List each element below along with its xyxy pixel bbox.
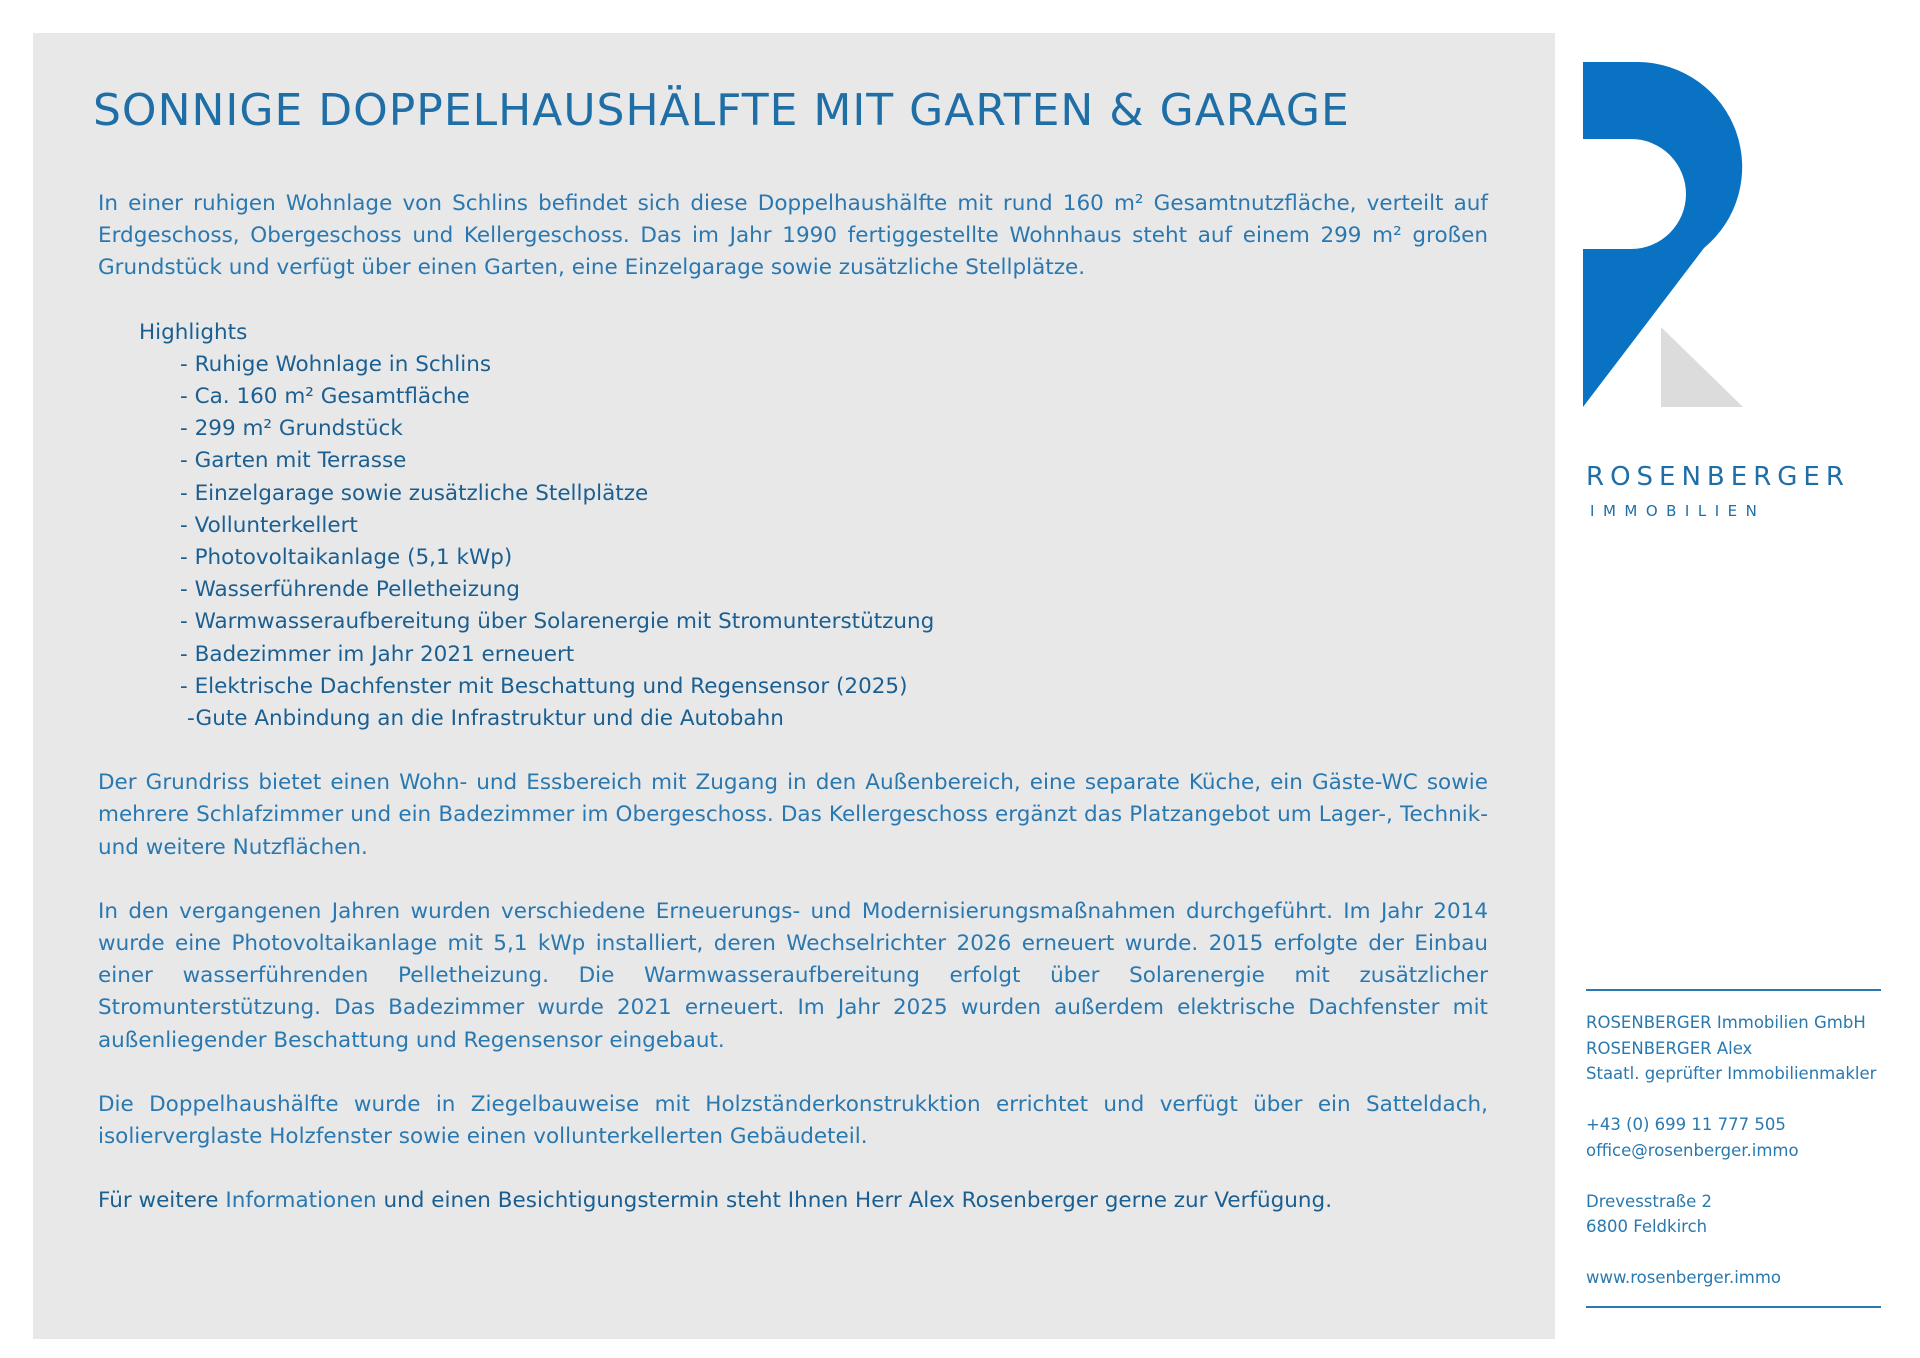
highlight-item: - Ca. 160 m² Gesamtfläche (180, 384, 470, 410)
construction-paragraph: Die Doppelhaushälfte wurde in Ziegelbauweise mit Holzständerkonstrukktion errichtet und verfügt über ein Satteldach, isolierverglaste Holzfenster sowie einen vollunterkellerten Gebäudeteil. (98, 1091, 1488, 1150)
closing-paragraph (98, 1185, 1488, 1217)
floorplan-paragraph: Der Grundriss bietet einen Wohn- und Essbereich mit Zugang in den Außenbereich, eine separate Küche, ein Gäste-WC sowie mehrere Schlafzimmer und ein Badezimmer im Obergeschoss. Das Kellergeschoss ergänzt das Platzangebot um Lager-, Technik- und weitere Nutzflächen. (98, 770, 1488, 860)
highlight-item: - Warmwasseraufbereitung über Solarenergie mit Stromunterstützung (180, 609, 935, 635)
phone-number[interactable]: +43 (0) 699 11 777 505 (1586, 1115, 1786, 1134)
logo-gray-triangle (1661, 327, 1743, 407)
contact-top-divider (1586, 989, 1881, 991)
website-link[interactable]: www.rosenberger.immo (1586, 1268, 1782, 1287)
highlight-item: -Gute Anbindung an die Infrastruktur und die Autobahn (187, 706, 784, 732)
email-link[interactable]: office@rosenberger.immo (1586, 1140, 1799, 1160)
contact-role: Staatl. geprüfter Immobilienmakler (1586, 1064, 1877, 1083)
closing-part-2: Informationen (218, 1188, 384, 1214)
highlight-item: - Ruhige Wohnlage in Schlins (180, 351, 492, 377)
highlight-item: - Photovoltaikanlage (5,1 kWp) (180, 545, 513, 571)
page-title: SONNIGE DOPPELHAUSHÄLFTE MIT GARTEN & GARAGE (93, 85, 1350, 136)
contact-block (1586, 1010, 1896, 1291)
highlight-item: - Wasserführende Pelletheizung (180, 577, 520, 603)
closing-part-1: Für weitere (98, 1188, 219, 1214)
brand-sub-initial: I (1590, 502, 1603, 520)
brand-subtitle (1590, 502, 1765, 520)
highlight-item: - Vollunterkellert (180, 512, 358, 538)
contact-address-block (1586, 1189, 1896, 1240)
brand-name-rest: OSENBERGER (1610, 462, 1850, 492)
description-body (98, 188, 1488, 1217)
rosenberger-logo-icon (1583, 62, 1743, 407)
highlight-item: - 299 m² Grundstück (180, 416, 403, 442)
brand-name (1586, 462, 1850, 492)
highlights-section (98, 317, 1488, 736)
highlights-heading: Highlights (139, 319, 248, 345)
brand-initial: R (1586, 462, 1611, 492)
highlight-item: - Einzelgarage sowie zusätzliche Stellplätze (180, 480, 649, 506)
address-street: Drevesstraße 2 (1586, 1191, 1713, 1211)
address-city: 6800 Feldkirch (1586, 1217, 1708, 1236)
contact-bottom-divider (1586, 1306, 1881, 1308)
company-name: ROSENBERGER Immobilien GmbH (1586, 1013, 1866, 1032)
highlight-item: - Badezimmer im Jahr 2021 erneuert (180, 641, 575, 667)
highlight-item: - Elektrische Dachfenster mit Beschattung und Regensensor (2025) (180, 673, 908, 699)
contact-company-block (1586, 1010, 1896, 1087)
contact-person: ROSENBERGER Alex (1586, 1038, 1753, 1058)
closing-part-3: und einen Besichtigungstermin steht Ihnen Herr Alex Rosenberger gerne zur Verfügung. (383, 1188, 1333, 1214)
brand-sub-rest: MMOBILIEN (1602, 502, 1766, 520)
renovations-paragraph: In den vergangenen Jahren wurden verschiedene Erneuerungs- und Modernisierungsmaßnahmen durchgeführt. Im Jahr 2014 wurde eine Photovoltaikanlage mit 5,1 kWp installiert, deren Wechselrichter 2026 erneuert wurde. 2015 erfolgte der Einbau einer wasserführenden Pelletheizung. Die Warmwasseraufbereitung erfolgt über Solarenergie mit zusätzlicher Stromunterstützung. Das Badezimmer wurde 2021 erneuert. Im Jahr 2025 wurden außerdem elektrische Dachfenster mit außenliegender Beschattung und Regensensor eingebaut. (98, 898, 1488, 1053)
contact-communication-block (1586, 1112, 1896, 1163)
intro-paragraph: In einer ruhigen Wohnlage von Schlins befindet sich diese Doppelhaushälfte mit rund 160 m² Gesamtnutzfläche, verteilt auf Erdgeschoss, Obergeschoss und Kellergeschoss. Das im Jahr 1990 fertiggestellte Wohnhaus steht auf einem 299 m² großen Grundstück und verfügt über einen Garten, eine Einzelgarage sowie zusätzliche Stellplätze. (98, 191, 1488, 281)
highlights-list (98, 349, 1488, 735)
highlight-item: - Garten mit Terrasse (180, 448, 407, 474)
